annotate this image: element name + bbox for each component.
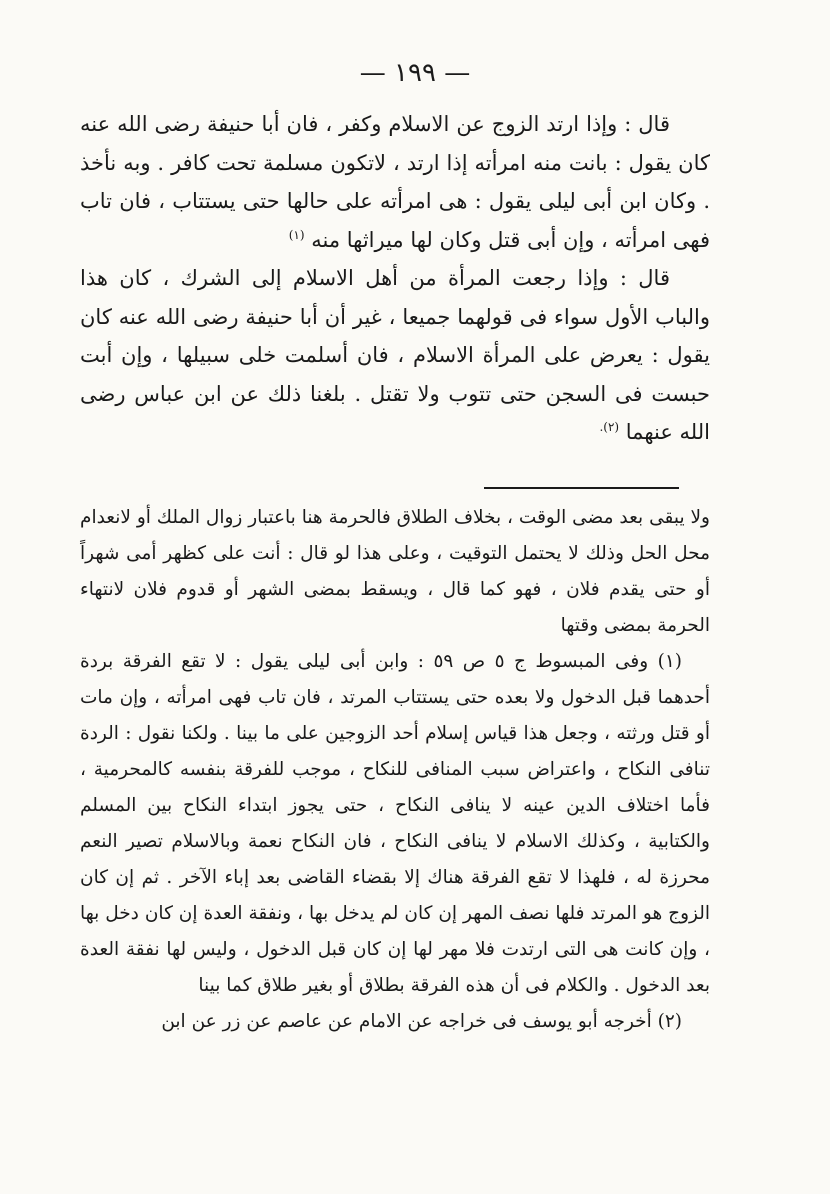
footnote-ref-1[interactable]: (١) bbox=[288, 227, 305, 242]
footnote-ref-2[interactable]: (٢). bbox=[599, 420, 620, 434]
footnotes bbox=[80, 500, 710, 1040]
footnote-continuation: ولا يبقى بعد مضى الوقت ، بخلاف الطلاق فالحرمة هنا باعتبار زوال الملك أو لانعدام محل الحل وذلك لا يحتمل التوقيت ، وعلى هذا لو قال : أنت على كظهر أمى شهراً أو حتى يقدم فلان ، فهو كما قال ، ويسقط بمضى الشهر أو قدوم فلان لانتهاء الحرمة بمضى وقتها bbox=[80, 507, 710, 636]
paragraph-text: قال : وإذا ارتد الزوج عن الاسلام وكفر ، فان أبا حنيفة رضى الله عنه كان يقول : بانت منه امرأته إذا ارتد ، لاتكون مسلمة تحت كافر . وبه نأخذ . وكان ابن أبى ليلى يقول : هى امرأته على حالها حتى يستتاب ، فان تاب فهى امرأته ، وإن أبى قتل وكان لها ميراثها منه bbox=[80, 112, 710, 252]
page-number: — ١٩٩ — bbox=[359, 58, 471, 88]
footnote-separator bbox=[484, 487, 679, 489]
main-text bbox=[80, 105, 710, 452]
paragraph-text: قال : وإذا رجعت المرأة من أهل الاسلام إلى الشرك ، كان هذا والباب الأول سواء فى قولهما جميعا ، غير أن أبا حنيفة رضى الله عنه كان يقول : يعرض على المرأة الاسلام ، فان أسلمت خلى سبيلها ، وإن أبت حبست فى السجن حتى تتوب ولا تقتل . بلغنا ذلك عن ابن عباس رضى الله عنهما bbox=[80, 266, 710, 444]
footnote-1: (١) وفى المبسوط ج ٥ ص ٥٩ : وابن أبى ليلى يقول : لا تقع الفرقة بردة أحدهما قبل الدخول ولا بعده حتى يستتاب المرتد ، فان تاب فهى امرأته ، وإن مات أو قتل ورثته ، وجعل هذا قياس إسلام أحد الزوجين على ما بينا . ولكنا نقول : الردة تنافى النكاح ، واعتراض سبب المنافى للنكاح ، موجب للفرقة بنفسه كالمحرمية ، فأما اختلاف الدين عينه لا ينافى النكاح ، حتى يجوز ابتداء النكاح بين المسلم والكتابية ، وكذلك الاسلام لا ينافى النكاح ، فان النكاح نعمة وبالاسلام تصير النعم محرزة له ، فلهذا لا تقع الفرقة هناك إلا بقضاء القاضى بعد إباء الآخر . ثم إن كان الزوج هو المرتد فلها نصف المهر إن كان لم يدخل بها ، ونفقة العدة إن كان دخل بها ، وإن كانت هى التى ارتدت فلا مهر لها إن كان قبل الدخول ، وليس لها نفقة العدة بعد الدخول . والكلام فى أن هذه الفرقة بطلاق أو بغير طلاق كما بينا bbox=[80, 651, 710, 996]
footnote-2: (٢) أخرجه أبو يوسف فى خراجه عن الامام عن عاصم عن زر عن ابن bbox=[161, 1011, 682, 1032]
paragraph-apostasy-husband bbox=[80, 105, 710, 259]
paragraph-apostasy-wife bbox=[80, 259, 710, 452]
